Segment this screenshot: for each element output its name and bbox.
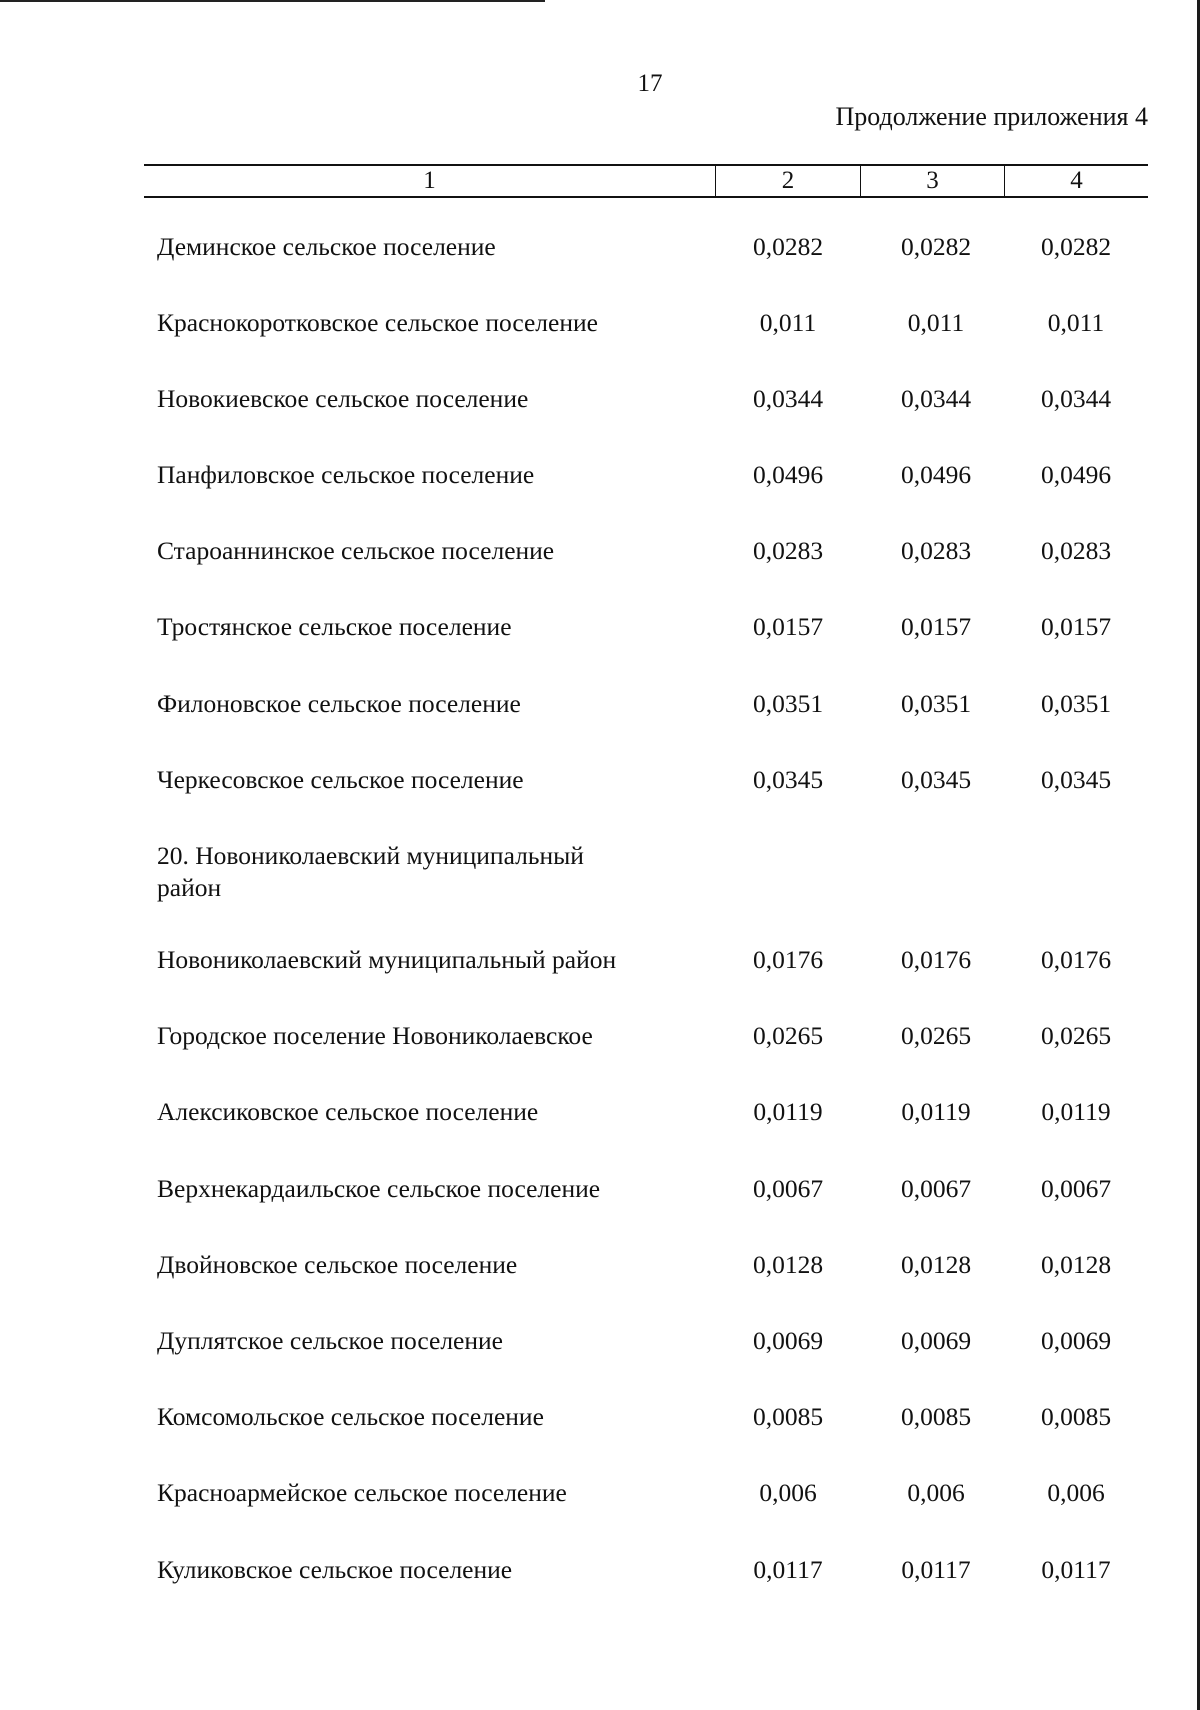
row-name: Деминское сельское поселение [157, 232, 496, 261]
table-row [0, 1247, 1200, 1287]
table-row [0, 381, 1200, 421]
row-value-col-4: 0,0176 [1040, 945, 1112, 974]
table-row [0, 762, 1200, 802]
table-row [0, 533, 1200, 573]
row-value-col-4: 0,0265 [1040, 1021, 1112, 1050]
header-col-3: 3 [860, 166, 1004, 196]
row-name: Тростянское сельское поселение [157, 612, 512, 641]
table-row [0, 1094, 1200, 1134]
row-value-col-3: 0,0119 [901, 1097, 971, 1126]
row-value-col-2: 0,0117 [753, 1555, 823, 1584]
row-name: Двойновское сельское поселение [157, 1250, 518, 1279]
row-value-col-3: 0,0351 [900, 689, 972, 718]
row-value-col-3: 0,0496 [900, 460, 972, 489]
row-name: Филоновское сельское поселение [157, 689, 521, 718]
row-name: Новокиевское сельское поселение [157, 384, 529, 413]
table-row [0, 1323, 1200, 1363]
row-value-col-3: 0,0117 [901, 1555, 971, 1584]
row-name: Красноармейское сельское поселение [157, 1478, 567, 1507]
section-heading [157, 840, 584, 904]
row-value-col-4: 0,0157 [1040, 612, 1112, 641]
row-value-col-3: 0,0067 [900, 1174, 972, 1203]
row-value-col-2: 0,0128 [752, 1250, 824, 1279]
row-name: Черкесовское сельское поселение [157, 765, 524, 794]
row-value-col-3: 0,0282 [900, 232, 972, 261]
row-value-col-3: 0,0283 [900, 536, 972, 565]
row-value-col-2: 0,0119 [753, 1097, 823, 1126]
row-value-col-2: 0,0351 [752, 689, 824, 718]
row-value-col-4: 0,0344 [1040, 384, 1112, 413]
row-value-col-4: 0,0119 [1041, 1097, 1111, 1126]
row-name: Новониколаевский муниципальный район [157, 945, 617, 974]
row-value-col-4: 0,0085 [1040, 1402, 1112, 1431]
row-name: Комсомольское сельское поселение [157, 1402, 544, 1431]
row-value-col-2: 0,0282 [752, 232, 824, 261]
row-name: Куликовское сельское поселение [157, 1555, 513, 1584]
row-value-col-4: 0,006 [1047, 1478, 1105, 1507]
header-col-4: 4 [1004, 166, 1148, 196]
row-value-col-2: 0,0265 [752, 1021, 824, 1050]
row-value-col-4: 0,0345 [1040, 765, 1112, 794]
row-value-col-2: 0,0283 [752, 536, 824, 565]
row-value-col-2: 0,0176 [752, 945, 824, 974]
row-value-col-2: 0,0344 [752, 384, 824, 413]
row-value-col-2: 0,006 [759, 1478, 817, 1507]
row-name: Дуплятское сельское поселение [157, 1326, 503, 1355]
row-value-col-4: 0,0117 [1041, 1555, 1111, 1584]
section-heading-line-1: 20. Новониколаевский муниципальный [157, 841, 584, 870]
table-row [0, 457, 1200, 497]
row-value-col-3: 0,0085 [900, 1402, 972, 1431]
row-value-col-4: 0,0496 [1040, 460, 1112, 489]
page-number: 17 [637, 70, 663, 97]
header-col-1: 1 [423, 167, 436, 194]
row-value-col-2: 0,0496 [752, 460, 824, 489]
table-row [0, 609, 1200, 649]
row-value-col-2: 0,0345 [752, 765, 824, 794]
table-row [0, 229, 1200, 269]
row-value-col-4: 0,0283 [1040, 536, 1112, 565]
row-value-col-3: 0,0265 [900, 1021, 972, 1050]
row-value-col-3: 0,0344 [900, 384, 972, 413]
row-value-col-2: 0,0085 [752, 1402, 824, 1431]
row-name: Панфиловское сельское поселение [157, 460, 535, 489]
table-row [0, 305, 1200, 345]
row-value-col-4: 0,0282 [1040, 232, 1112, 261]
row-value-col-2: 0,011 [759, 308, 817, 337]
header-col-2: 2 [715, 166, 860, 196]
row-value-col-2: 0,0069 [752, 1326, 824, 1355]
table-row [0, 1171, 1200, 1211]
row-name: Староаннинское сельское поселение [157, 536, 555, 565]
section-heading-line-2: район [157, 873, 222, 902]
row-value-col-4: 0,0351 [1040, 689, 1112, 718]
table-row [0, 1018, 1200, 1058]
row-name: Верхнекардаильское сельское поселение [157, 1174, 601, 1203]
table-row [0, 1399, 1200, 1439]
row-value-col-3: 0,011 [907, 308, 965, 337]
row-value-col-3: 0,0069 [900, 1326, 972, 1355]
row-value-col-3: 0,0345 [900, 765, 972, 794]
row-value-col-4: 0,0069 [1040, 1326, 1112, 1355]
row-name: Краснокоротковское сельское поселение [157, 308, 598, 337]
table-row [0, 686, 1200, 726]
row-name: Алексиковское сельское поселение [157, 1097, 539, 1126]
row-value-col-4: 0,0128 [1040, 1250, 1112, 1279]
row-value-col-3: 0,006 [907, 1478, 965, 1507]
row-value-col-2: 0,0067 [752, 1174, 824, 1203]
row-name: Городское поселение Новониколаевское [157, 1021, 593, 1050]
appendix-note: Продолжение приложения 4 [835, 102, 1148, 131]
row-value-col-3: 0,0128 [900, 1250, 972, 1279]
table-row [0, 1475, 1200, 1515]
row-value-col-4: 0,011 [1047, 308, 1105, 337]
table-row [0, 1552, 1200, 1592]
row-value-col-2: 0,0157 [752, 612, 824, 641]
table-row [0, 942, 1200, 982]
row-value-col-3: 0,0157 [900, 612, 972, 641]
row-value-col-4: 0,0067 [1040, 1174, 1112, 1203]
row-value-col-3: 0,0176 [900, 945, 972, 974]
